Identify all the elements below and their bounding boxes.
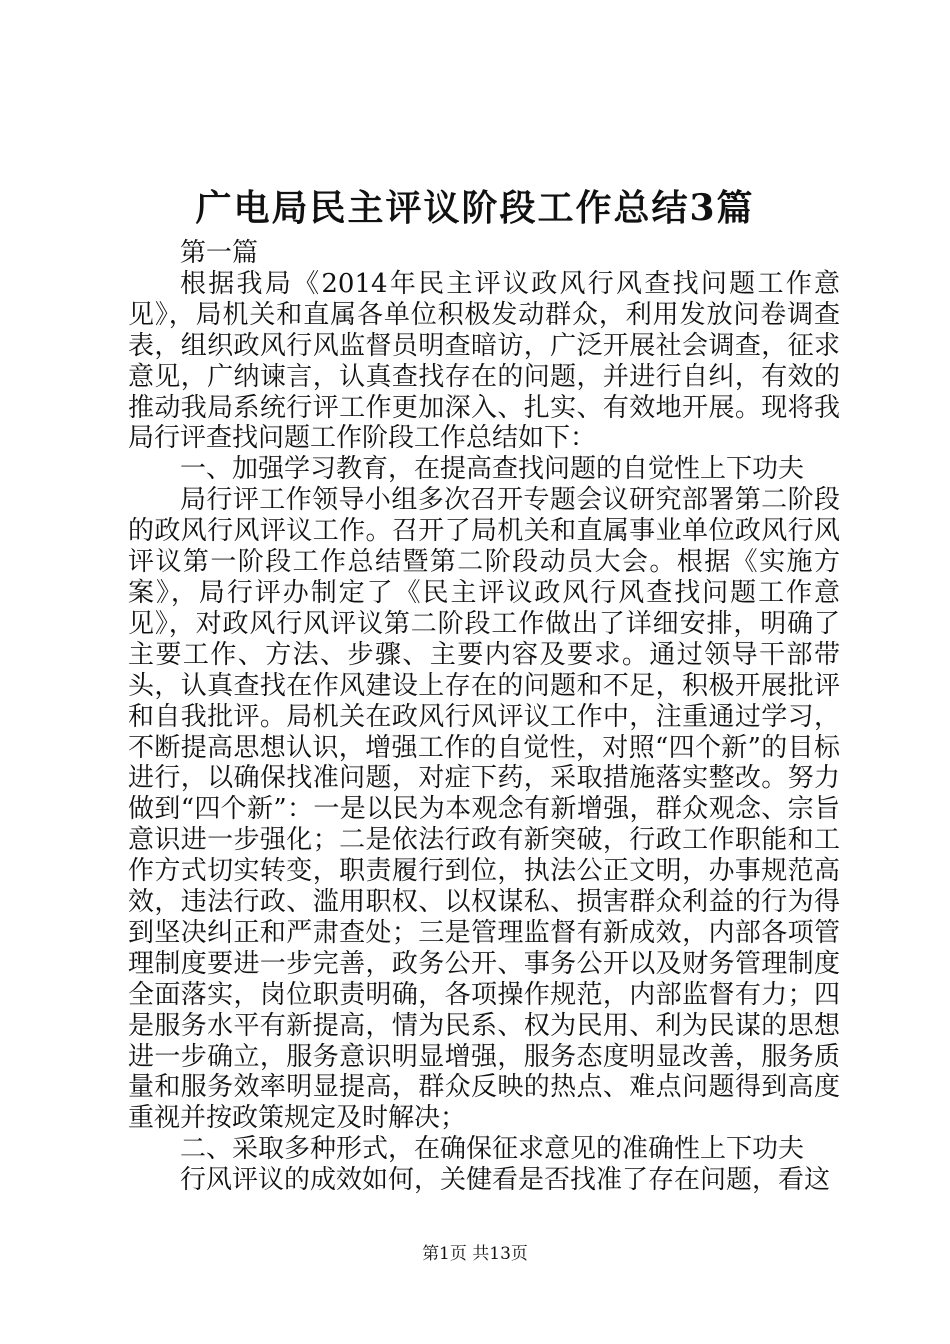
section-heading-1: 一、加强学习教育，在提高查找问题的自觉性上下功夫 bbox=[180, 454, 805, 485]
section-heading-2: 二、采取多种形式，在确保征求意见的准确性上下功夫 bbox=[180, 1134, 805, 1165]
intro-paragraph: 根据我局《2014年民主评议政风行风查找问题工作意见》，局机关和直属各单位积极发动群众，利用发放问卷调查表，组织政风行风监督员明查暗访，广泛开展社会调查，征求意见，广纳谏言，认真查找存在的问题，并进行自纠，有效的推动我局系统行评工作更加深入、扎实、有效地开展。现将我局行评查找问题工作阶段工作总结如下： bbox=[128, 268, 840, 454]
body-paragraph-2: 行风评议的成效如何，关健看是否找准了存在问题，看这 bbox=[180, 1165, 831, 1196]
document-body bbox=[128, 238, 840, 1196]
document-title: 广电局民主评议阶段工作总结3篇 bbox=[195, 187, 755, 229]
body-paragraph-1: 局行评工作领导小组多次召开专题会议研究部署第二阶段的政风行风评议工作。召开了局机关和直属事业单位政风行风评议第一阶段工作总结暨第二阶段动员大会。根据《实施方案》，局行评办制定了《民主评议政风行风查找问题工作意见》，对政风行风评议第二阶段工作做出了详细安排，明确了主要工作、方法、步骤、主要内容及要求。通过领导干部带头，认真查找在作风建设上存在的问题和不足，积极开展批评和自我批评。局机关在政风行风评议工作中，注重通过学习，不断提高思想认识，增强工作的自觉性，对照“四个新”的目标进行，以确保找准问题，对症下药，采取措施落实整改。努力做到“四个新”：一是以民为本观念有新增强，群众观念、宗旨意识进一步强化；二是依法行政有新突破，行政工作职能和工作方式切实转变，职责履行到位，执法公正文明，办事规范高效，违法行政、滥用职权、以权谋私、损害群众利益的行为得到坚决纠正和严肃查处；三是管理监督有新成效，内部各项管理制度要进一步完善，政务公开、事务公开以及财务管理制度全面落实，岗位职责明确，各项操作规范，内部监督有力；四是服务水平有新提高，情为民系、权为民用、利为民谋的思想进一步确立，服务意识明显增强，服务态度明显改善，服务质量和服务效率明显提高，群众反映的热点、难点问题得到高度重视并按政策规定及时解决； bbox=[128, 485, 840, 1134]
page-footer: 第1页 共13页 bbox=[422, 1244, 528, 1264]
section-label: 第一篇 bbox=[180, 238, 259, 268]
